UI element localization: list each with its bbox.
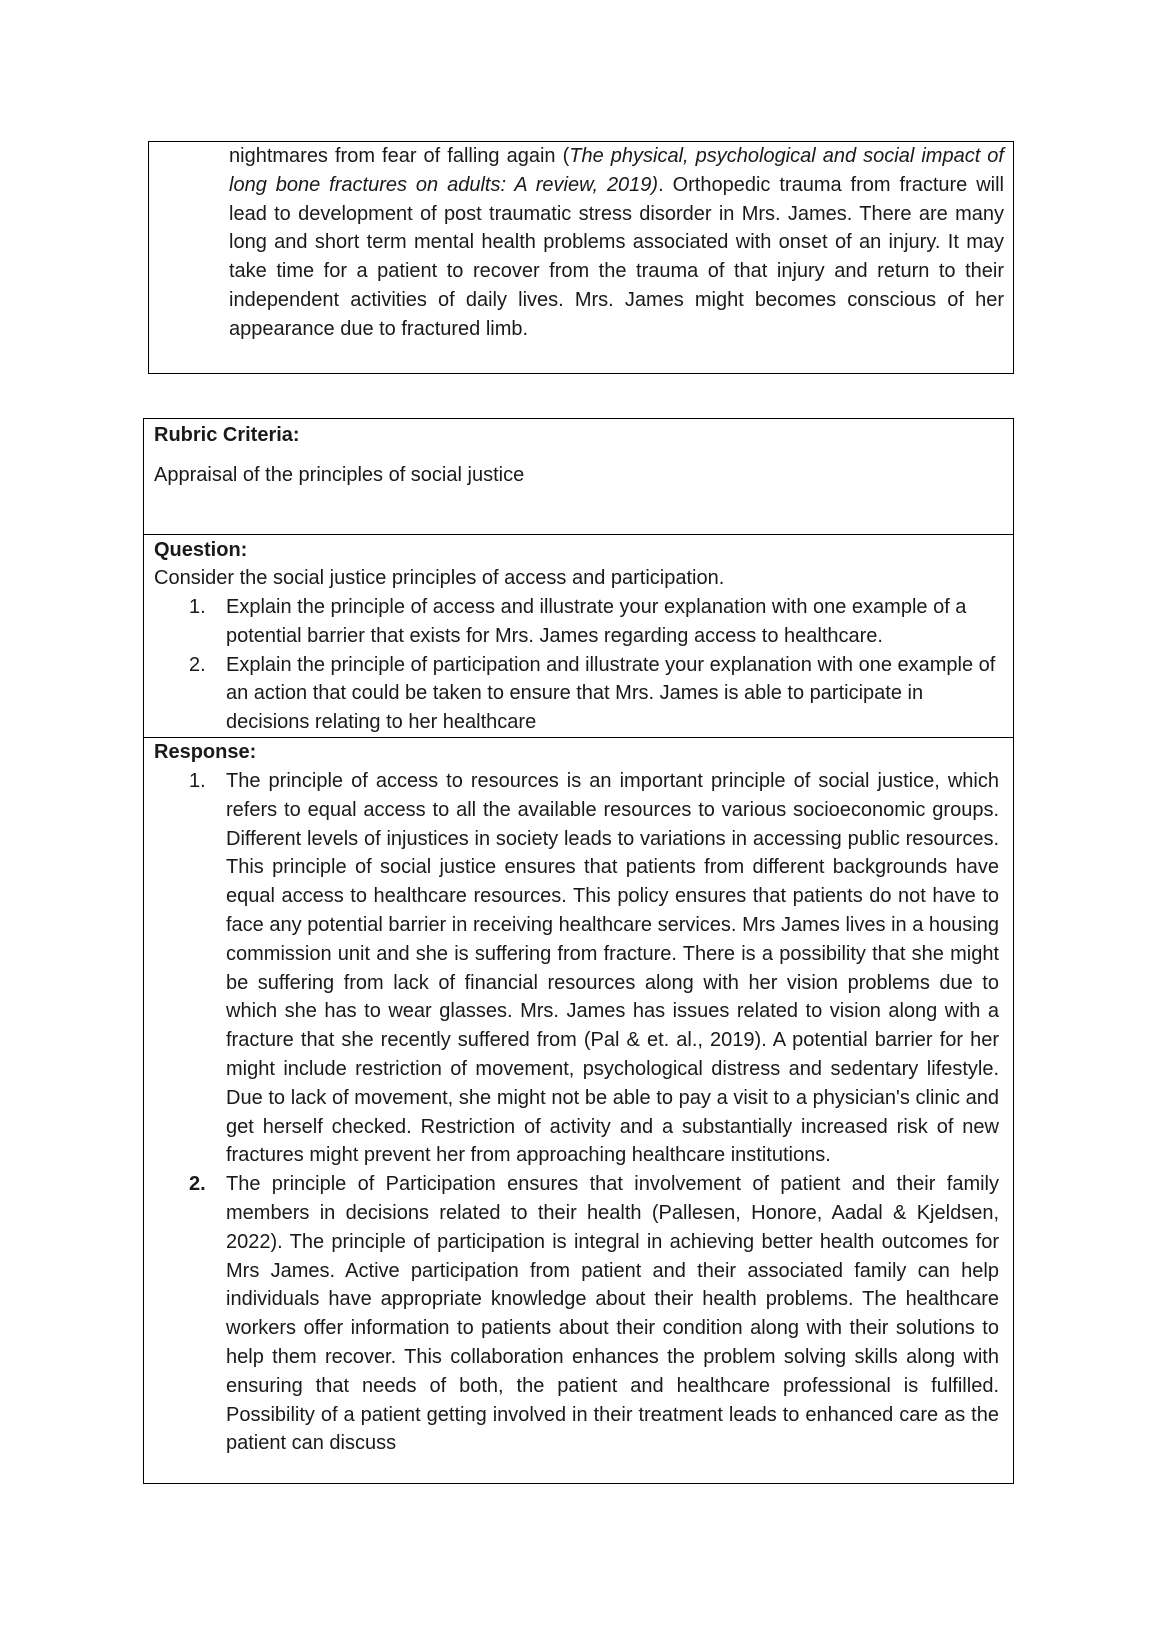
response-item-number: 1. bbox=[189, 770, 206, 792]
previous-response-paragraph bbox=[229, 142, 1004, 344]
rubric-criteria-cell bbox=[144, 419, 1013, 535]
response-item bbox=[154, 1170, 999, 1458]
question-list bbox=[154, 593, 999, 737]
question-item-text: Explain the principle of participation and illustrate your explanation with one example of an action that could be taken to ensure that Mrs. James is able to participate in decisions relating to her healthcare bbox=[226, 653, 996, 734]
paragraph-text-rest: . Orthopedic trauma from fracture will lead to development of post traumatic stress disorder in Mrs. James. There are many long and short term mental health problems associated with onset of an injury. It may take time for a patient to recover from the trauma of that injury and return to their independent activities of daily lives. Mrs. James might becomes conscious of her appearance due to fractured limb. bbox=[229, 173, 1004, 340]
citation-italic: The physical, psychological and social impact of long bone fractures on adults: A review, 2019) bbox=[229, 145, 1004, 196]
question-intro: Consider the social justice principles of access and participation. bbox=[154, 567, 725, 589]
response-item-text: The principle of access to resources is an important principle of social justice, which refers to equal access to all the available resources to various socioeconomic groups. Different levels of injustices in society leads to variations in accessing public resources. This principle of social justice ensures that patients from different backgrounds have equal access to healthcare resources. This policy ensures that patients do not have to face any potential barrier in receiving healthcare services. Mrs James lives in a housing commission unit and she is suffering from fracture. There is a possibility that she might be suffering from lack of financial resources along with her vision problems due to which she has to wear glasses. Mrs. James has issues related to vision along with a fracture that she recently suffered from (Pal & et. al., 2019). A potential barrier for her might include restriction of movement, psychological distress and sedentary lifestyle. Due to lack of movement, she might not be able to pay a visit to a physician's clinic and get herself checked. Restriction of activity and a substantially increased risk of new fractures might prevent her from approaching healthcare institutions. bbox=[226, 770, 999, 1167]
response-item bbox=[154, 767, 999, 1170]
question-label: Question: bbox=[154, 539, 248, 561]
response-cell bbox=[144, 738, 1013, 1483]
response-label: Response: bbox=[154, 741, 257, 763]
rubric-criteria-label: Rubric Criteria: bbox=[154, 424, 300, 446]
previous-response-box bbox=[148, 141, 1014, 374]
response-item-number: 2. bbox=[189, 1173, 206, 1196]
question-item bbox=[154, 651, 999, 737]
question-item-number: 1. bbox=[189, 596, 206, 618]
response-item-text: The principle of Participation ensures that involvement of patient and their family members in decisions related to their health (Pallesen, Honore, Aadal & Kjeldsen, 2022). The principle of participation is integral in achieving better health outcomes for Mrs James. Active participation from patient and their associated family can help individuals have appropriate knowledge about their health problems. The healthcare workers offer information to patients about their condition along with their solutions to help them recover. This collaboration enhances the problem solving skills along with ensuring that needs of both, the patient and healthcare professional is fulfilled. Possibility of a patient getting involved in their treatment leads to enhanced care as the patient can discuss bbox=[226, 1173, 999, 1455]
rubric-table bbox=[143, 418, 1014, 1484]
response-list bbox=[154, 767, 999, 1458]
question-item bbox=[154, 593, 999, 651]
rubric-criteria-text: Appraisal of the principles of social justice bbox=[154, 464, 525, 486]
question-item-text: Explain the principle of access and illustrate your explanation with one example of a potential barrier that exists for Mrs. James regarding access to healthcare. bbox=[226, 596, 967, 647]
question-item-number: 2. bbox=[189, 653, 206, 676]
question-cell bbox=[144, 535, 1013, 738]
paragraph-text-start: nightmares from fear of falling again ( bbox=[229, 145, 570, 167]
